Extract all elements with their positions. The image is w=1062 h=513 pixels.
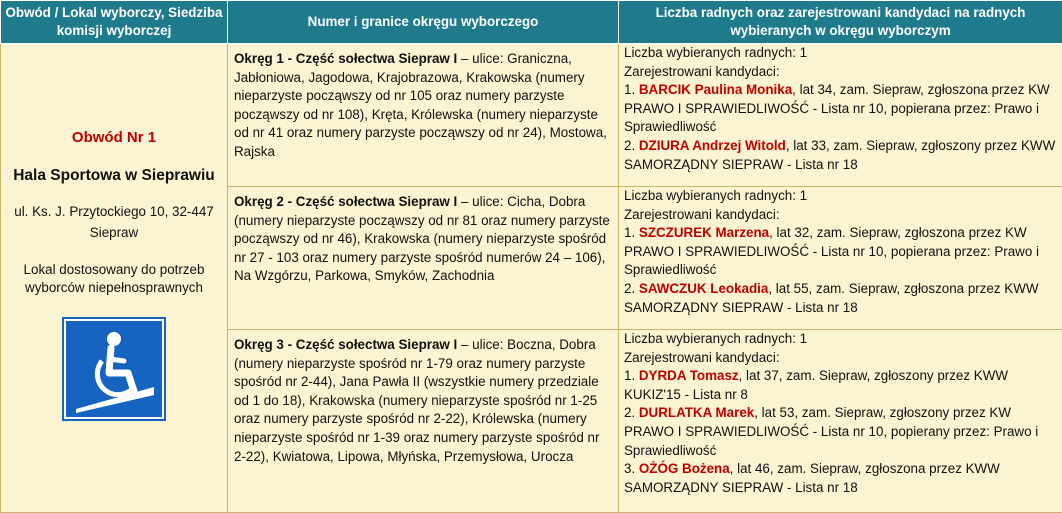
list-item: 2. DURLATKA Marek, lat 53, zam. Siepraw, zgłoszony przez KW PRAWO I SPRAWIEDLIWOŚĆ - Lista nr 10, popierany przez: Prawo i Sprawiedliwość — [624, 404, 1056, 460]
district-3-candidates — [619, 330, 1062, 513]
candidate-name: BARCIK Paulina Monika — [639, 82, 792, 97]
district-3-name: Okręg 3 - Część sołectwa Siepraw I — [234, 337, 457, 352]
header-okreg: Numer i granice okręgu wyborczego — [228, 1, 619, 44]
candidate-name: SZCZUREK Marzena — [639, 225, 769, 240]
header-obwod: Obwód / Lokal wyborczy, Siedziba komisji wyborczej — [1, 1, 228, 44]
candidate-name: OŻÓG Bożena — [639, 461, 730, 476]
list-item: 2. DZIURA Andrzej Witold, lat 33, zam. Siepraw, zgłoszony przez KWW SAMORZĄDNY SIEPRAW - Lista nr 18 — [624, 137, 1056, 174]
district-2-seats: Liczba wybieranych radnych: 1 — [624, 187, 1056, 206]
candidate-name: DZIURA Andrzej Witold — [639, 138, 786, 153]
wheelchair-accessible-icon — [62, 317, 166, 421]
district-1-name: Okręg 1 - Część sołectwa Siepraw I — [234, 51, 457, 66]
district-1-boundaries — [228, 44, 619, 187]
district-2-registered: Zarejestrowani kandydaci: — [624, 206, 1056, 225]
district-2-name: Okręg 2 - Część sołectwa Siepraw I — [234, 194, 457, 209]
candidate-name: DURLATKA Marek — [639, 405, 754, 420]
list-item: 2. SAWCZUK Leokadia, lat 55, zam. Siepraw, zgłoszona przez KWW SAMORZĄDNY SIEPRAW - Lista nr 18 — [624, 280, 1056, 317]
candidate-name: DYRDA Tomasz — [639, 368, 739, 383]
list-item: 3. OŻÓG Bożena, lat 46, zam. Siepraw, zgłoszona przez KWW SAMORZĄDNY SIEPRAW - Lista nr 18 — [624, 460, 1056, 497]
obwod-cell — [1, 44, 228, 513]
district-1-candidates — [619, 44, 1062, 187]
candidate-name: SAWCZUK Leokadia — [639, 281, 768, 296]
district-3-streets: – ulice: Boczna, Dobra (numery nieparzyste spośród nr 1-79 oraz numery parzyste spośród nr 2-44), Jana Pawła II (wszystkie numery przedziale od 1 do 18), Krakowska (numery nieparzyste spośród nr 1-25 oraz numery parzyste spośród nr 2-22), Królewska (numery nieparzyste spośród nr 1-39 oraz numery parzyste spośród nr 2-22), Kwiatowa, Lipowa, Młyńska, Przemysłowa, Urocza — [234, 337, 599, 464]
hall-name: Hala Sportowa w Sieprawiu — [9, 164, 219, 187]
district-1-seats: Liczba wybieranych radnych: 1 — [624, 44, 1056, 63]
list-item: 1. SZCZUREK Marzena, lat 32, zam. Siepraw, zgłoszona przez KW PRAWO I SPRAWIEDLIWOŚĆ - Lista nr 10, popierana przez: Prawo i Sprawiedliwość — [624, 224, 1056, 280]
hall-address: ul. Ks. J. Przytockiego 10, 32-447 Siepraw — [9, 201, 219, 243]
obwod-title: Obwód Nr 1 — [9, 129, 219, 148]
district-1-streets: – ulice: Graniczna, Jabłoniowa, Jagodowa, Krajobrazowa, Krakowska (numery nieparzyste począwszy od nr 105 oraz numery parzyste począwszy od nr 108), Kręta, Królewska (numery nieparzyste od nr 41 oraz numery parzyste począwszy od nr 24), Mostowa, Rajska — [234, 51, 607, 159]
district-1-registered: Zarejestrowani kandydaci: — [624, 63, 1056, 82]
district-3-seats: Liczba wybieranych radnych: 1 — [624, 330, 1056, 349]
district-2-streets: – ulice: Cicha, Dobra (numery nieparzyste począwszy od nr 81 oraz numery parzyste począwszy od nr 46), Krakowska (numery nieparzyste spośród nr 27 - 103 oraz numery parzyste spośród numerów 24 – 106), Na Wzgórzu, Parkowa, Smyków, Zachodnia — [234, 194, 610, 283]
list-item: 1. DYRDA Tomasz, lat 37, zam. Siepraw, zgłoszony przez KWW KUKIZ'15 - Lista nr 8 — [624, 367, 1056, 404]
list-item: 1. BARCIK Paulina Monika, lat 34, zam. Siepraw, zgłoszona przez KW PRAWO I SPRAWIEDLIWOŚĆ - Lista nr 10, popierana przez: Prawo i Sprawiedliwość — [624, 81, 1056, 137]
district-3-boundaries — [228, 330, 619, 513]
header-row — [1, 1, 1062, 44]
table-row — [1, 44, 1062, 187]
header-kandydaci: Liczba radnych oraz zarejestrowani kandydaci na radnych wybieranych w okręgu wyborczym — [619, 1, 1062, 44]
district-2-candidates — [619, 187, 1062, 330]
accessibility-note: Lokal dostosowany do potrzeb wyborców niepełnosprawnych — [9, 261, 219, 297]
district-3-registered: Zarejestrowani kandydaci: — [624, 349, 1056, 368]
district-2-boundaries — [228, 187, 619, 330]
